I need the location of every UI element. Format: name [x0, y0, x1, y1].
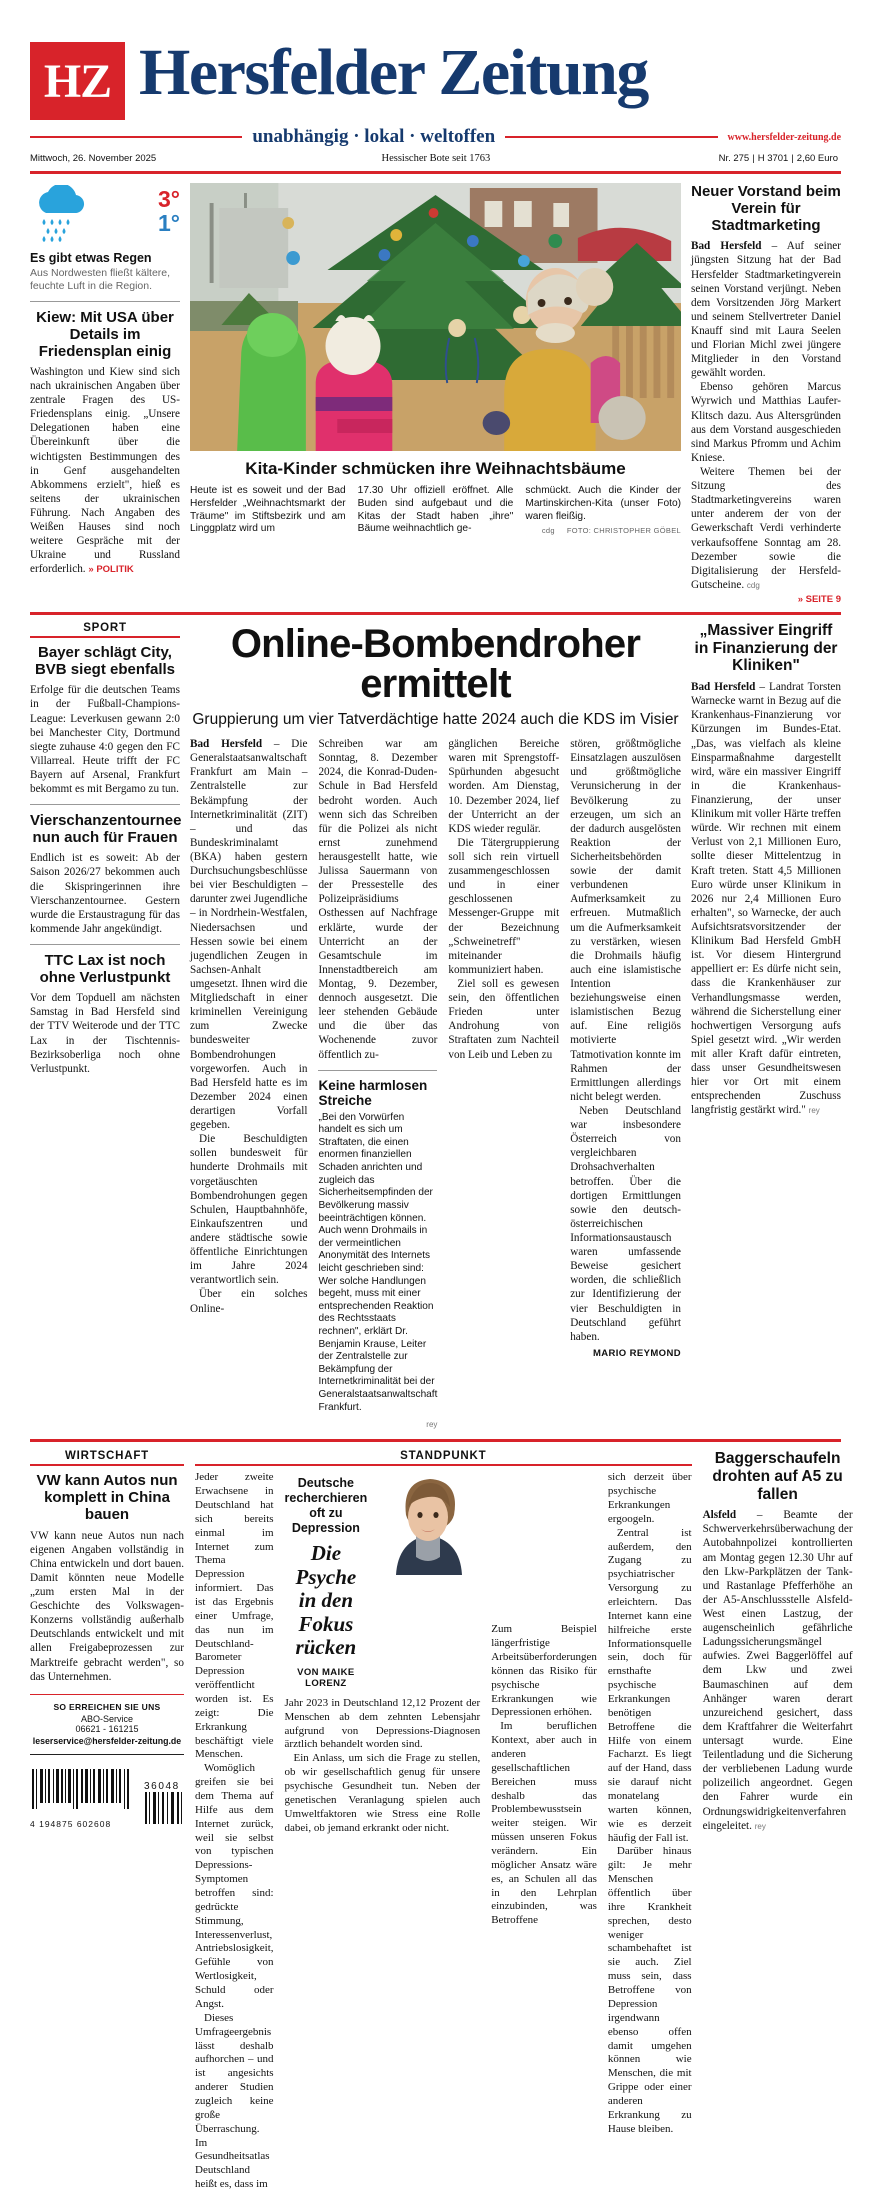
contact-phone[interactable]: 06621 - 161215: [75, 1723, 139, 1734]
caption-signature: cdg: [541, 526, 555, 536]
standpunkt-columns: [195, 1471, 692, 2192]
section-label-sport[interactable]: SPORT: [30, 622, 180, 638]
standpunkt-title[interactable]: Die Psyche in den Fokus rücken: [295, 1541, 357, 1660]
standpunkt-col-3: Zum Beispiel längerfristige Arbeitsüberforderungen können das Risiko für psychische Erkrankungen wie Depressionen erhöhen. Im beruflichen Kontext, aber auch in anderen gesellschaftlichen Bereichen muss deshalb das Problembewusstsein weiter steigen. Wir müssen unseren Fokus verändern. Ein möglicher Ansatz wäre es, an Schulen all das in den Lehrplan einzubinden, was Betroffene: [491, 1623, 597, 1927]
kiew-ref[interactable]: » POLITIK: [88, 564, 134, 576]
box-body: „Bei den Vorwürfen handelt es sich um Straftaten, die einen enormen finanziellen Schaden anrichten und zugleich das Sicherheitsempfinden der Bevölkerung massiv beeinträchtigen können. Auch wenn Drohmails in der vermeintlichen Anonymität des Internets leicht geschrieben sind: Wer solche Handlungen begeht, muss mit einer entsprechenden Reaktion des Rechtsstaats rechnen", erklärt Dr. Benjamin Krause, Leiter der Zentralstelle zur Bekämpfung der Internetkriminalität bei der Generalstaatsanwaltschaft Frankfurt.: [318, 1111, 438, 1413]
weather-widget[interactable]: [30, 183, 180, 245]
sport-item-1-body: Endlich ist es soweit: Ab der Saison 2026/27 bekommen auch die Skispringerinnen ihre Vierschanzentournee. Gestern wurde die Erstaustragung für das kommende Jahr angekündigt.: [30, 852, 180, 935]
bagger-body: Alsfeld – Beamte der Schwerverkehrsüberwachung der Autobahnpolizei kontrollierten am Montag gegen 12.30 Uhr auf den Lkw-Parkplätzen der Tank- und Rastanlage Pfefferhöhe an der A5-Anschlussstelle Alsfeld-West einen Lastzug, der augenscheinlich gefährliche Ladungssicherungsmängel aufwies. Zwei Baggerlöffel auf dem Lkw und zwei Baumaschinen auf dem Anhänger waren derart unzureichend gesichert, dass dem Kraftfahrer die Weiterfahrt untersagt wurde. Eine Teilentladung und die Sicherung der verbliebenen Ladung wurde polizeilich angeordnet. Gegen den Fahrer wurde ein Ordnungswidrigkeitenverfahren eingeleitet. rey: [702, 1509, 853, 1832]
caption-col-1: Heute ist es soweit und der Bad Hersfelder „Weihnachtsmarkt der Träume" im Stiftsbezirk und am Linggplatz wird um: [190, 485, 346, 535]
bottom-section: [30, 1450, 853, 2192]
kiew-body: Washington und Kiew sind sich nach ukrainischen Angaben über zentrale Fragen des US-Friedensplans einig. „Unsere Delegationen haben eine Übereinkunft über die wichtigsten Bestimmungen des in Genf ausgehandelten Abkommens erzielt", hieß es seitens der ukrainischen Führung. Nach Angaben des Weißen Hauses sind noch weitere Gespräche mit der Ukraine und Russland erforderlich. » POLITIK: [30, 365, 180, 576]
weather-headline: Es gibt etwas Regen: [30, 251, 152, 265]
main-story: [190, 622, 681, 1432]
ean-number: 4 194875 602608: [30, 1818, 112, 1829]
main-subhead: Gruppierung um vier Tatverdächtige hatte 2024 auch die KDS im Visier: [192, 711, 679, 729]
temp-low: 1°: [158, 210, 180, 237]
bagger-column: [703, 1450, 853, 2192]
bagger-headline[interactable]: Baggerschaufeln drohten auf A5 zu fallen: [712, 1450, 843, 1503]
standpunkt-col-2: Deutsche recherchieren oft zu Depression Die Psyche in den Fokus rücken VON MAIKE LORENZ Jahr 2023 in Deutschland 12,12 Prozent der Menschen ab dem zehnten Lebensjahr aufgrund von Depressions-Diagnosen ärztlich behandelt worden sind. Ein Anlass, um sich die Frage zu stellen, ob wir gesellschaftlich genug für unsere psychische Gesundheit tun. Neben der genetischen Veranlagung spielen auch Umweltfaktoren wie Stress eine Rolle dabei, ob jemand erkrankt oder nicht.: [285, 1471, 481, 2192]
tagline: Hessischer Bote seit 1763: [381, 153, 491, 164]
photo-credits: [525, 526, 681, 535]
temperatures: [98, 185, 180, 235]
kliniken-body: Bad Hersfeld – Landrat Torsten Warnecke warnt in Bezug auf die Krankenhaus-Finanzierung vor Kürzungen im Bundes-Etat. „Das, was vielfach als kleine Einsparmaßnahme dargestellt wird, wäre ein massiver Eingriff in die Krankenhaus-Finanzierung, der unser Klinikum mit voller Härte treffen würde. Wir rechnen mit einem Verlust von 2,1 Millionen Euro, sollte dieser Mittelentzug in Kraft treten. Statt 4,5 Millionen Euro würde unser Klinikum in 2026 nur 2,4 Millionen Euro erhalten", so Warnecke, der auch Aufsichtsratsvorsitzender der Klinikum Bad Hersfeld GmbH ist. Vor diesem Hintergrund appelliert er: Es dürfe nicht sein, dass die Krankenhäuser zur Verhandlungsmasse werden, während die Sicherstellung einer hochwertigen Versorgung aufs Spiel gesetzt wird. „Wir werden mit aller Kraft dafür eintreten, dass unser Gesundheitswesen hier vor Ort mit einem entsprechenden Zuschuss langfristig gestärkt wird." rey: [691, 681, 841, 1117]
standpunkt-col-1: Jeder zweite Erwachsene in Deutschland hat sich bereits einmal im Internet zum Thema Depression informiert. Das ist das Ergebnis einer Umfrage, das nun im Deutschland-Barometer Depression veröffentlicht worden ist. Es zeigt: Die Erkrankung beschäftigt viele Menschen. Womöglich greifen sie bei dem Thema auf Hilfe aus dem Internet zurück, weil sie selbst von typischen Depressions-Symptomen betroffen sind: gedrückte Stimmung, Interessenverlust, Antriebslosigkeit, Gefühle von Wertlosigkeit, Schuld oder Angst. Dieses Umfrageergebnis lässt deshalb aufhorchen – und ist angesichts anderer Studien zugleich keine große Überraschung. Im Gesundheitsatlas Deutschland heißt es, dass im: [195, 1471, 274, 2191]
standpunkt-header: [285, 1471, 481, 1697]
kiew-headline[interactable]: Kiew: Mit USA über Details im Friedensplan einig: [36, 308, 174, 360]
main-col-4: stören, größtmögliche Einsatzlagen auszulösen und größtmögliche Verunsicherung in der Bevölkerung zu erzeugen, um sich an der dadurch ausgelösten Reaktion der Sicherheitsbehörden sowie der damit verbundenen Aufmerksamkeit zu erfreuen. Mutmaßlich um die Aufmerksamkeit zu verstärken, wiesen die Drohmails häufig auch eine islamistische Intention beziehungsweise einen islamistischen Bezug auf. Eine religiös motivierte Tatmotivation konnte im Rahmen der Ermittlungen allerdings nicht belegt werden. Neben Deutschland war insbesondere Österreich von vergleichbaren Drohsachverhalten betroffen. Über die dortigen Ermittlungen sowie den deutsch-österreichischen Informationsaustausch waren umfassende Beweise gesichert worden, die schließlich zur Identifizierung der vier Beschuldigten in Deutschland geführt haben. MARIO REYMOND: [570, 738, 681, 1359]
stadtmarketing-body: Bad Hersfeld – Auf seiner jüngsten Sitzung hat der Bad Hersfelder Stadtmarketingverein seinen Vorstand verjüngt. Neben dem Vorsitzenden Jörg Markert und seinem Stellvertreter Daniel Knauff sind mit Laura Seelen und Florian Michl zwei jüngere Mitglieder in den Vorstand gewählt worden. Ebenso gehören Marcus Wyrwich und Matthias Laufer-Klitsch dazu. Aus Altersgründen aus dem Vorstand ausgeschieden sind Markus Pfromm und Achim Kniese. Weitere Themen bei der Sitzung des Stadtmarketingvereins waren unter anderem der von der Gewerkschaft Verdi verhinderte verkaufsoffene Sonntag am 28. Dezember sowie die Digitalisierung der Hersfeld-Gutscheine. cdg » SEITE 9: [691, 240, 841, 606]
issue-info-row: [30, 153, 841, 169]
divider: [30, 944, 180, 945]
issue-price: 2,60 Euro: [796, 153, 838, 164]
top-section: [30, 183, 841, 606]
publication-date: Mittwoch, 26. November 2025: [30, 153, 157, 164]
author-portrait: [376, 1471, 480, 1575]
dateline: Bad Hersfeld: [190, 738, 263, 751]
contact-email[interactable]: leserservice@hersfelder-zeitung.de: [32, 1735, 182, 1746]
sport-item-2-body: Vor dem Topduell am nächsten Samstag in Bad Hersfeld sind der TTV Weiterode und der TTC Lax in der Tischtennis-Bezirksoberliga noch ohne Verlustpunkt.: [30, 992, 180, 1075]
contact-title: SO ERREICHEN SIE UNS: [53, 1701, 161, 1712]
signature: rey: [808, 1106, 820, 1116]
lead-photo: [190, 183, 681, 451]
standpunkt-col-4: sich derzeit über psychische Erkrankungen ergoogeln. Zentral ist außerdem, den Zugang zu psychiatrischer Versorgung zu erleichtern. Das Internet kann eine hilfreiche erste Informationsquelle sein, doch für ernsthafte psychische Erkrankungen benötigen Betroffene die Hilfe von einem Facharzt. Es liegt auf der Hand, dass sie darauf nicht monatelang warten können, wie es derzeit häufig der Fall ist. Darüber hinaus gilt: Je mehr Menschen öffentlich über ihre Krankheit sprechen, desto weniger schambehaftet ist sie auch. Ziel muss sein, dass Betroffene von Depression irgendwann ebenso offen damit umgehen können wie Menschen, die mit Grippe oder einer anderen Erkrankung zu Hause bleiben.: [607, 1471, 692, 2135]
issue-code: H 3701: [757, 153, 789, 164]
photo-caption-columns: [190, 485, 681, 536]
stadtmarketing-headline[interactable]: Neuer Vorstand beim Verein für Stadtmarketing: [691, 183, 841, 235]
main-story-section: [30, 622, 841, 1432]
temp-high: 3°: [158, 186, 180, 212]
stadtmarketing-ref[interactable]: » SEITE 9: [797, 594, 841, 606]
kliniken-column: [691, 622, 841, 1432]
standpunkt-section: [195, 1450, 692, 2192]
hz-logo[interactable]: HZ: [30, 42, 125, 120]
photo-caption-headline: Kita-Kinder schmücken ihre Weihnachtsbäume: [245, 459, 626, 478]
ean-barcode: [30, 1769, 138, 1829]
rain-cloud-icon: [30, 185, 94, 245]
wirtschaft-body: VW kann neue Autos nun nach eigenen Angaben vollständig in China entwickeln und dort bauen. Damit könnten neue Modelle „zum ersten Mal in der Geschichte des Volkswagen-Konzerns vollständig außerhalb Deutschlands entwickelt und mit allen Freigabeprozessen zur Marktreife gebracht werden", so das Unternehmen.: [30, 1529, 184, 1683]
dateline: Bad Hersfeld: [691, 240, 762, 253]
gutter: [692, 1450, 703, 2192]
issue-details: Nr. 275 | H 3701 | 2,60 Euro: [718, 153, 838, 164]
rule-right: [505, 136, 717, 138]
gutter: [184, 1450, 195, 2192]
wirtschaft-headline[interactable]: VW kann Autos nun komplett in China bauen: [36, 1472, 178, 1524]
weather-description: Aus Nordwesten fließt kältere, feuchte Luft in die Region.: [30, 267, 171, 292]
sport-item-0-body: Erfolge für die deutschen Teams in der Fußball-Champions-League: Leverkusen gewann 2:0 bei Manchester City, Dortmund siegte zuhause 4:0 gegen den FC Villarreal. Heute trifft der FC Bayern auf Arsenal, Frankfurt bekommt es mit Bergamo zu tun.: [30, 684, 180, 796]
wirtschaft-column: [30, 1450, 184, 2192]
main-headline[interactable]: Online-Bombendroher ermittelt: [230, 622, 641, 707]
standpunkt-subhead: Deutsche recherchieren oft zu Depression: [284, 1476, 368, 1536]
main-story-columns: [190, 737, 681, 1432]
contact-box: [30, 1694, 184, 1755]
dateline: Bad Hersfeld: [691, 681, 756, 694]
masthead-divider: [30, 171, 841, 174]
supplement-barcode: [144, 1781, 184, 1829]
main-col-2: Schreiben war am Sonntag, 8. Dezember 2024, die Konrad-Duden-Schule in Bad Hersfeld bedroht worden. Auch wenn sich das Schreiben für die Polizei als nicht ernst zunehmend herausgestellt hatte, wie Julissa Sauermann von der Pressestelle des Polizeipräsidiums Osthessen auf Nachfrage erklärte, wurde der Unterricht an der Gesamtschule im Innenstadtbereich am Montag, 9. Dezember, dennoch ausgesetzt. Die leer stehenden Gebäude und die über das Wochenende zuvor öffentlich zu- Keine harmlosen Streiche „Bei den Vorwürfen handelt es sich um Straftaten, die einen enormen finanziellen Schaden anrichten und zugleich das Sicherheitsempfinden der Bevölkerung massiv beeinträchtigen können. Auch wenn Drohmails in der vermeintlichen Anonymität des Internets leicht geschrieben sind: Wer solche Handlungen begeht, muss mit einer entsprechenden Reaktion des Rechtsstaats rechnen", erklärt Dr. Benjamin Krause, Leiter der Zentralstelle zur Bekämpfung der Internetkriminalität bei der Generalstaatsanwaltschaft Frankfurt. rey: [318, 738, 438, 1430]
kliniken-headline[interactable]: „Massiver Eingriff in Finanzierung der Kliniken": [694, 622, 838, 675]
left-column: [30, 183, 180, 606]
website-url[interactable]: www.hersfelder-zeitung.de: [727, 131, 842, 143]
issue-number: Nr. 275: [718, 153, 750, 164]
caption-col-3: schmückt. Auch die Kinder der Martinskirchen-Kita (unser Foto) waren fleißig.: [525, 485, 682, 522]
box-headline: Keine harmlosen Streiche: [318, 1077, 428, 1108]
divider: [30, 301, 180, 302]
photo-credit: FOTO: CHRISTOPHER GÖBEL: [566, 526, 682, 536]
sport-item-0-headline[interactable]: Bayer schlägt City, BVB siegt ebenfalls: [34, 644, 176, 679]
barcode-area: [30, 1769, 184, 1829]
rule-left: [30, 136, 242, 138]
standpunkt-author: VON MAIKE LORENZ: [297, 1666, 355, 1689]
contact-service: ABO-Service: [80, 1713, 133, 1724]
barcode-number: 36048: [144, 1780, 180, 1792]
slogan-row: [30, 126, 841, 148]
page-title: Hersfelder Zeitung: [139, 36, 648, 109]
section-divider-1: [30, 612, 841, 615]
photo-column: [190, 183, 681, 606]
section-label-standpunkt[interactable]: STANDPUNKT: [195, 1450, 692, 1466]
right-column: [691, 183, 841, 606]
sport-item-1-headline[interactable]: Vierschanzentournee nun auch für Frauen: [30, 812, 182, 847]
sport-column: [30, 622, 180, 1432]
sport-item-2-headline[interactable]: TTC Lax ist noch ohne Verlustpunkt: [39, 952, 171, 987]
divider: [30, 804, 180, 805]
signature: cdg: [746, 580, 760, 590]
section-divider-2: [30, 1439, 841, 1442]
masthead: [30, 0, 841, 120]
main-col-1: Bad Hersfeld – Die Generalstaatsanwaltschaft Frankfurt am Main – Zentralstelle zur Bekämpfung der Internetkriminalität (ZIT) – und das Bundeskriminalamt (BKA) haben gestern Durchsuchungsbeschlüsse bei vier Beschuldigten – darunter zwei Jugendliche – in Nordrhein-Westfalen, Niedersachsen und Hessen sowie bei einem jugendlichen Zeugen in Sachsen-Anhalt umgesetzt. Ihnen wird die Mitgliedschaft in einer kriminellen Vereinigung zum Zwecke bundesweiter Bombendrohungen vorgeworfen. Auch in Bad Hersfeld hatte es im Dezember 2024 einen derartigen Vorfall gegeben. Die Beschuldigten sollen bundesweit für hunderte Drohmails mit vorgetäuschten Bombendrohungen gegen Schulen, Hauptbahnhöfe, Einkaufszentren und andere städtische sowie öffentliche Einrichtungen im Jahre 2024 verantwortlich sein. Über ein solches Online-: [190, 738, 308, 1315]
dateline: Alsfeld: [702, 1509, 737, 1522]
signature: rey: [754, 1821, 766, 1831]
section-label-wirtschaft[interactable]: WIRTSCHAFT: [30, 1450, 184, 1466]
article-byline: MARIO REYMOND: [592, 1347, 681, 1359]
main-col-3: gänglichen Bereiche waren mit Sprengstoff-Spürhunden abgesucht worden. Am Dienstag, 10. Dezember 2024, lief der Unterricht an der KDS wieder regulär. Die Tätergruppierung soll sich rein virtuell zusammengeschlossen und in einer geschlossenen Messenger-Gruppe mit der Bezeichnung „Schweinetreff" miteinander kommuniziert haben. Ziel soll es gewesen sein, den öffentlichen Frieden unter Androhung von Straftaten zum Nachteil von Leib und Leben zu: [448, 738, 560, 1061]
divider: [318, 1070, 437, 1071]
caption-col-2: 17.30 Uhr offiziell eröffnet. Alle Buden sind aufgebaut und die Kitas der Stadt haben „ihre" Bäume weihnachtlich ge-: [357, 485, 514, 535]
box-signature: rey: [426, 1420, 438, 1430]
slogan: unabhängig · lokal · weltoffen: [252, 126, 496, 147]
